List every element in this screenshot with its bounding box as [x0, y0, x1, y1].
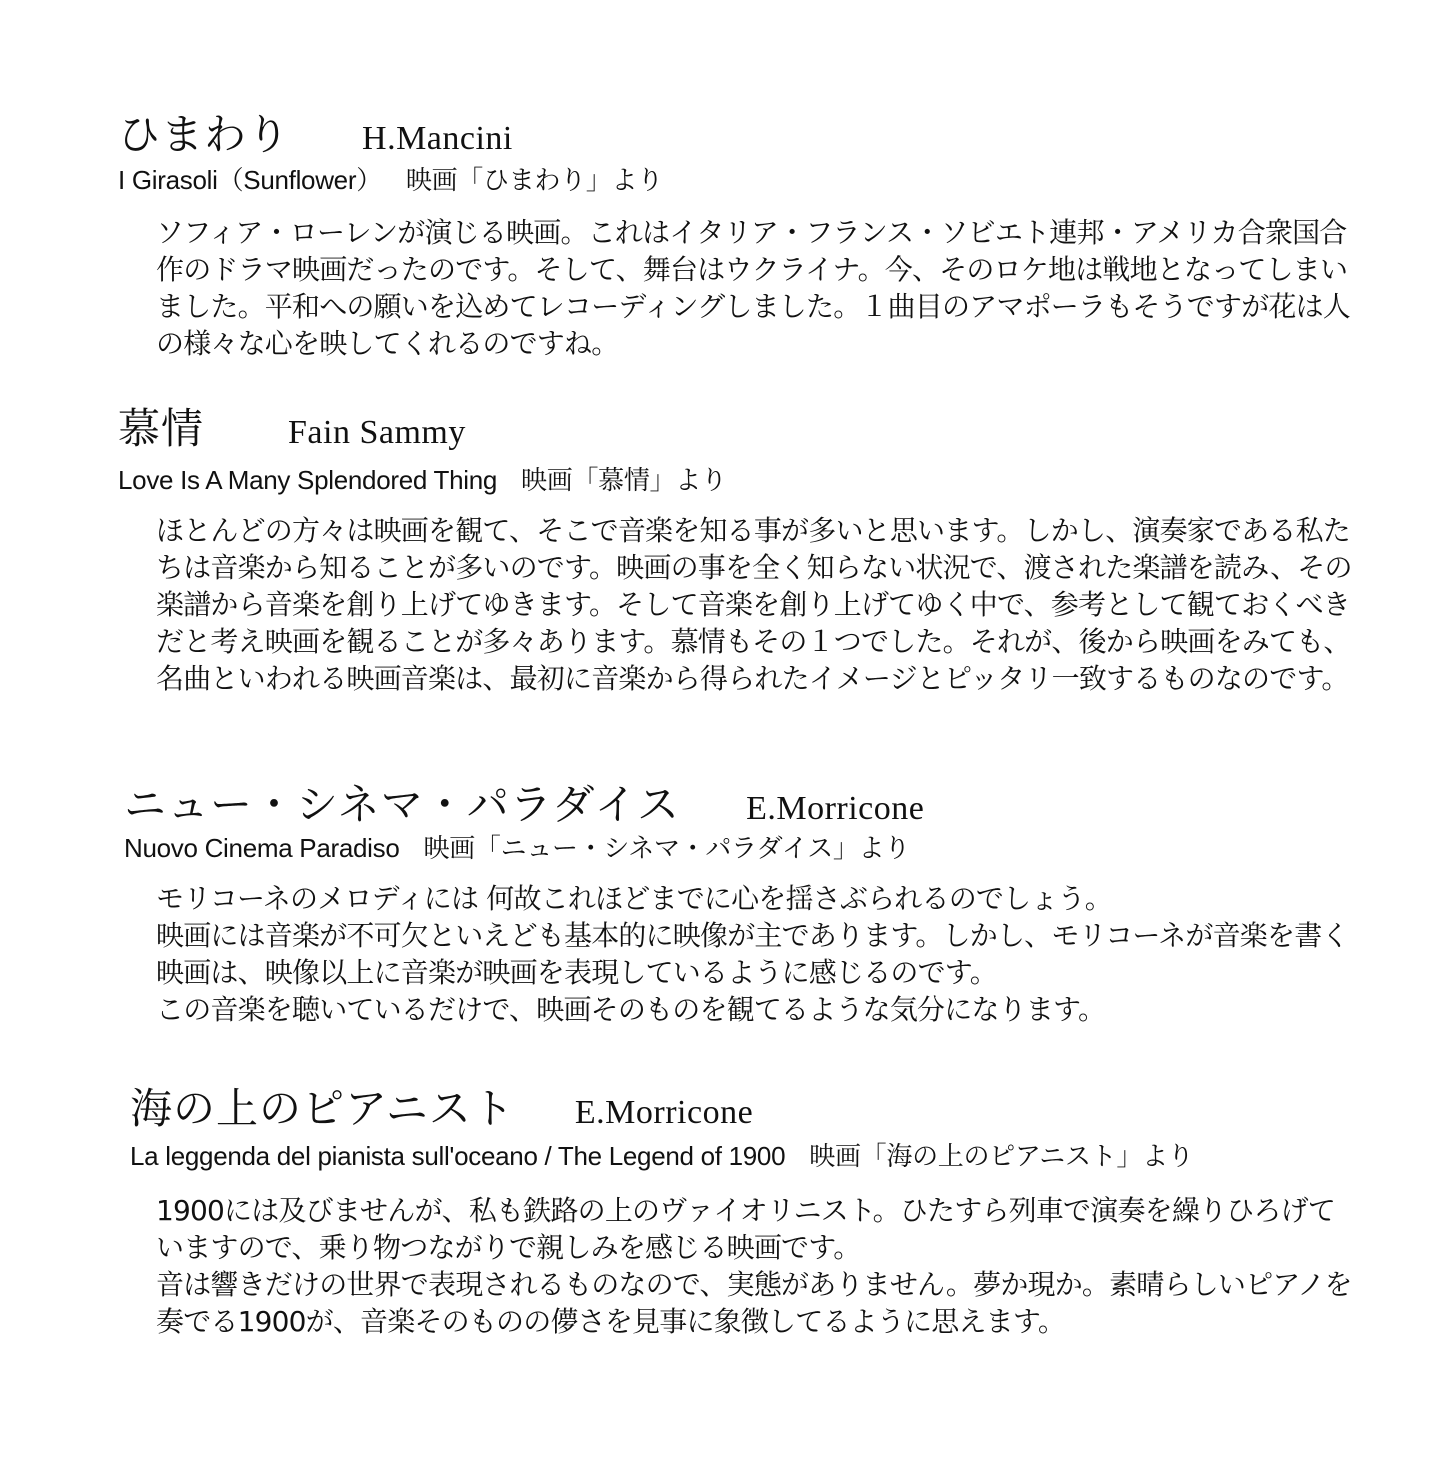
song-heading — [124, 772, 924, 832]
song-composer: E.Morricone — [574, 1094, 754, 1131]
song-subtitle — [124, 828, 910, 865]
film-note: 映画「慕情」より — [521, 465, 727, 495]
description-paragraph: この音楽を聴いているだけで、映画そのものを観てるような気分になります。 — [156, 993, 1106, 1026]
original-title: Love Is A Many Splendored Thing — [118, 465, 498, 495]
song-heading — [118, 102, 513, 162]
song-subtitle — [118, 160, 663, 197]
description-paragraph: ほとんどの方々は映画を観て、そこで音楽を知る事が多いと思います。しかし、演奏家である私たちは音楽から知ることが多いのです。映画の事を全く知らない状況で、渡された楽譜を読み、その楽譜から音楽を創り上げてゆきます。そして音楽を創り上げてゆく中で、参考として観ておくべきだと考え映画を観ることが多々あります。慕情もその１つでした。それが、後から映画をみても、名曲といわれる映画音楽は、最初に音楽から得られたイメージとピッタリ一致するものなのです。 — [156, 514, 1352, 695]
description-paragraph: 映画には音楽が不可欠といえども基本的に映像が主であります。しかし、モリコーネが音楽を書く映画は、映像以上に音楽が映画を表現しているように感じるのです。 — [156, 919, 1349, 989]
description-paragraph: モリコーネのメロディには 何故これほどまでに心を揺さぶられるのでしょう。 — [156, 882, 1112, 915]
song-description — [156, 512, 1356, 697]
original-title: La leggenda del pianista sull'oceano / The Legend of 1900 — [130, 1141, 786, 1171]
song-composer: H.Mancini — [362, 120, 513, 157]
original-title: Nuovo Cinema Paradiso — [124, 833, 400, 863]
film-note: 映画「ひまわり」より — [405, 165, 663, 195]
song-title: ニュー・シネマ・パラダイス — [124, 780, 681, 829]
song-title: 慕情 — [118, 404, 205, 453]
song-title: 海の上のピアニスト — [130, 1084, 515, 1133]
description-paragraph: 1900には及びませんが、私も鉄路の上のヴァイオリニスト。ひたすら列車で演奏を繰りひろげていますので、乗り物つながりで親しみを感じる映画です。 — [156, 1194, 1336, 1264]
song-heading — [118, 396, 466, 456]
song-composer: Fain Sammy — [288, 414, 466, 451]
song-subtitle — [118, 460, 727, 497]
song-composer: E.Morricone — [746, 790, 925, 827]
film-note: 映画「海の上のピアニスト」より — [809, 1141, 1194, 1171]
song-description — [156, 214, 1356, 362]
song-subtitle — [130, 1136, 1193, 1173]
description-paragraph: 音は響きだけの世界で表現されるものなので、実態がありません。夢か現か。素晴らしいピアノを奏でる1900が、音楽そのものの儚さを見事に象徴してるように思えます。 — [156, 1268, 1352, 1338]
original-title: I Girasoli（Sunflower） — [118, 165, 382, 195]
song-title: ひまわり — [118, 110, 291, 159]
song-description — [156, 1192, 1356, 1340]
song-heading — [130, 1076, 753, 1136]
film-note: 映画「ニュー・シネマ・パラダイス」より — [423, 833, 910, 863]
song-description — [156, 880, 1356, 1028]
description-paragraph: ソフィア・ローレンが演じる映画。これはイタリア・フランス・ソビエト連邦・アメリカ合衆国合作のドラマ映画だったのです。そして、舞台はウクライナ。今、そのロケ地は戦地となってしまいました。平和への願いを込めてレコーディングしました。１曲目のアマポーラもそうですが花は人の様々な心を映してくれるのですね。 — [156, 216, 1351, 360]
